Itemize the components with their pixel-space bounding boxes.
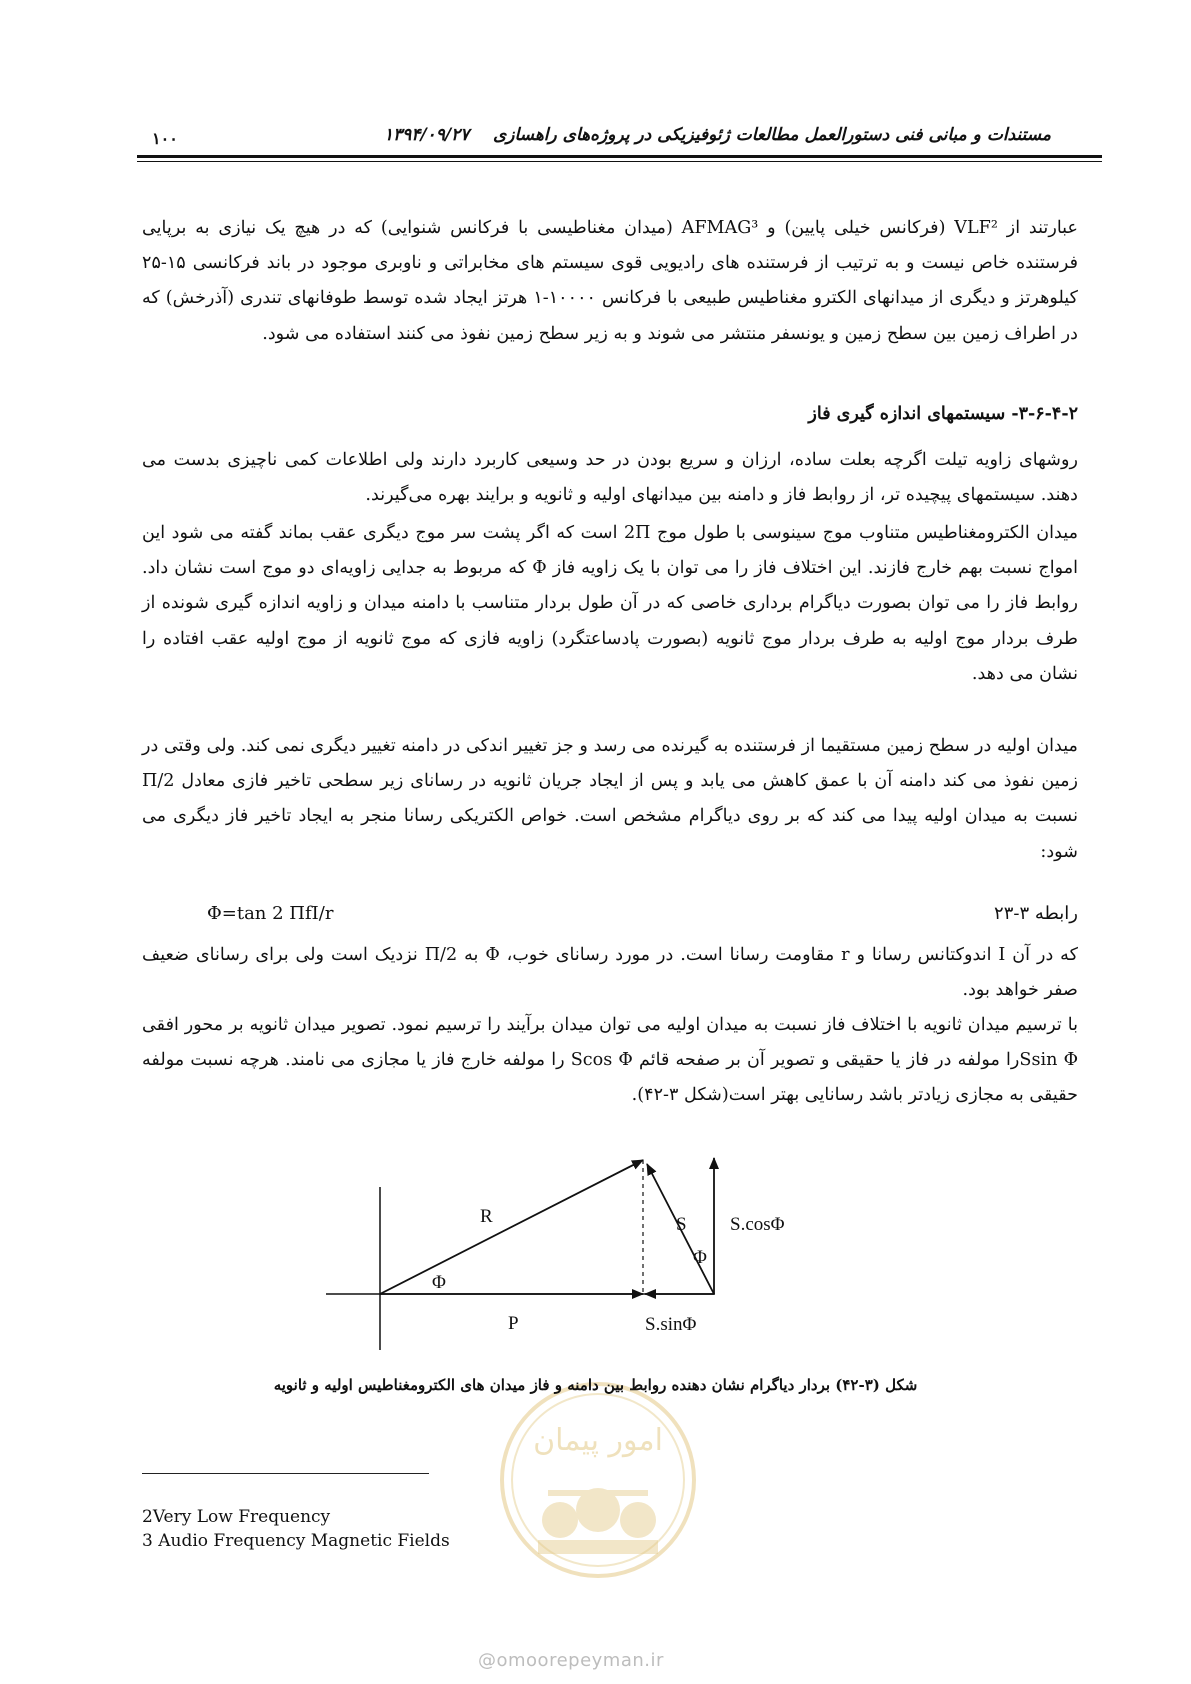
footnote-2: 2Very Low Frequency bbox=[142, 1507, 331, 1527]
label-phi-right: Φ bbox=[693, 1247, 707, 1268]
paragraph-5: که در آن I اندوکتانس رسانا و r مقاومت رسانا است. در مورد رسانای خوب، Φ به Π/2 نزدیک است ولی برای رسانای ضعیف صفر خواهد بود. bbox=[142, 945, 1078, 1001]
header-rule-thick bbox=[137, 155, 1102, 158]
paragraph-3: میدان الکترومغناطیس متناوب موج سینوسی با طول موج 2Π است که اگر پشت سر موج دیگری عقب بماند گفته می شود این امواج نسبت بهم خارج فازند. این اختلاف فاز را می توان با یک زاویه فاز Φ که مربوط به جدایی زاویه‌ای دو موج است نشان داد. روابط فاز را می توان بصورت دیاگرام برداری خاصی که در آن طول بردار متناسب با دامنه میدان و زاویه اندازه گیری شونده از طرف بردار موج اولیه به طرف بردار موج ثانویه (بصورت پادساعتگرد) زاویه فازی که موج ثانویه از موج اولیه عقب افتاده را نشان می دهد. bbox=[142, 523, 1079, 684]
header-rule-thin bbox=[137, 161, 1102, 162]
equation: Φ=tan 2 ΠfI/r bbox=[207, 903, 334, 924]
label-p: P bbox=[508, 1313, 519, 1334]
label-s-cos: S.cosΦ bbox=[730, 1214, 785, 1235]
figure-caption: شکل (۳-۴۲) بردار دیاگرام نشان دهنده روابط بین دامنه و فاز میدان های الکترومغناطیس اولیه و ثانویه bbox=[273, 1376, 918, 1394]
label-r: R bbox=[480, 1206, 493, 1227]
label-phi-left: Φ bbox=[432, 1272, 446, 1293]
header-date: ۱۳۹۴/۰۹/۲۷ bbox=[383, 125, 470, 145]
footnote-rule bbox=[142, 1473, 429, 1474]
label-s-sin: S.sinΦ bbox=[645, 1314, 697, 1335]
equation-label: رابطه ۳-۲۳ bbox=[994, 903, 1078, 924]
header-title-block bbox=[384, 125, 1051, 145]
watermark-logo-text: امور پیمان bbox=[533, 1423, 663, 1458]
paragraph-4: میدان اولیه در سطح زمین مستقیما از فرستنده به گیرنده می رسد و جز تغییر اندکی در دامنه تغییر دیگری نمی کند. ولی وقتی در زمین نفوذ می کند دامنه آن با عمق کاهش می یابد و پس از ایجاد جریان ثانویه در رسانای زیر سطحی تاخیر فازی معادل Π/2 نسبت به میدان اولیه پیدا می کند که بر روی دیاگرام مشخص است. خواص الکتریکی رسانا منجر به ایجاد تاخیر فاز دیگری می شود: bbox=[142, 736, 1078, 862]
watermark-site: @omoorepeyman.ir bbox=[478, 1650, 664, 1671]
paragraph-6: با ترسیم میدان ثانویه با اختلاف فاز نسبت به میدان اولیه می توان میدان برآیند را ترسیم نمود. تصویر میدان ثانویه بر محور افقی Ssin Φرا مولفه در فاز یا حقیقی و تصویر آن بر صفحه قائم Scos Φ را مولفه خارج فاز یا مجازی می نامند. هرچه نسبت مولفه حقیقی به مجازی زیادتر باشد رسانایی بهتر است(شکل ۳-۴۲). bbox=[142, 1015, 1078, 1106]
paragraph-2: روشهای زاویه تیلت اگرچه بعلت ساده، ارزان و سریع بودن در حد وسیعی کاربرد دارند ولی اطلاعات کمی ناچیزی بدست می دهند. سیستمهای پیچیده تر، از روابط فاز و دامنه بین میدانهای اولیه و ثانویه و برایند بهره می‌گیرند. bbox=[142, 450, 1078, 506]
vector-r bbox=[380, 1160, 643, 1294]
paragraph-1: عبارتند از VLF² (فرکانس خیلی پایین) و AFMAG³ (میدان مغناطیسی با فرکانس شنوایی) که در هیچ یک نیازی به برپایی فرستنده خاص نیست و به ترتیب از فرستنده های رادیویی قوی سیستم های مخابراتی و ناوبری موجود در باند فرکانسی ۱۵-۲۵ کیلوهرتز و دیگری از میدانهای الکترو مغناطیس طبیعی با فرکانس ۱۰۰۰۰-۱ هرتز ایجاد شده توسط طوفانهای تندری (آذرخش) که در اطراف زمین بین سطح زمین و یونسفر منتشر می شوند و به زیر سطح زمین نفوذ می کنند استفاده می شود. bbox=[142, 218, 1078, 344]
page-number: ۱۰۰ bbox=[152, 129, 178, 148]
footnote-3: 3 Audio Frequency Magnetic Fields bbox=[142, 1531, 450, 1551]
phase-vector-diagram bbox=[300, 1150, 840, 1355]
watermark-logo bbox=[498, 1380, 698, 1580]
header-title: مستندات و مبانی فنی دستورالعمل مطالعات ژئوفیزیکی در پروژه‌های راهسازی bbox=[492, 125, 1051, 145]
label-s: S bbox=[676, 1214, 687, 1235]
section-heading: ۳-۶-۴-۲- سیستمهای اندازه گیری فاز bbox=[808, 404, 1078, 424]
